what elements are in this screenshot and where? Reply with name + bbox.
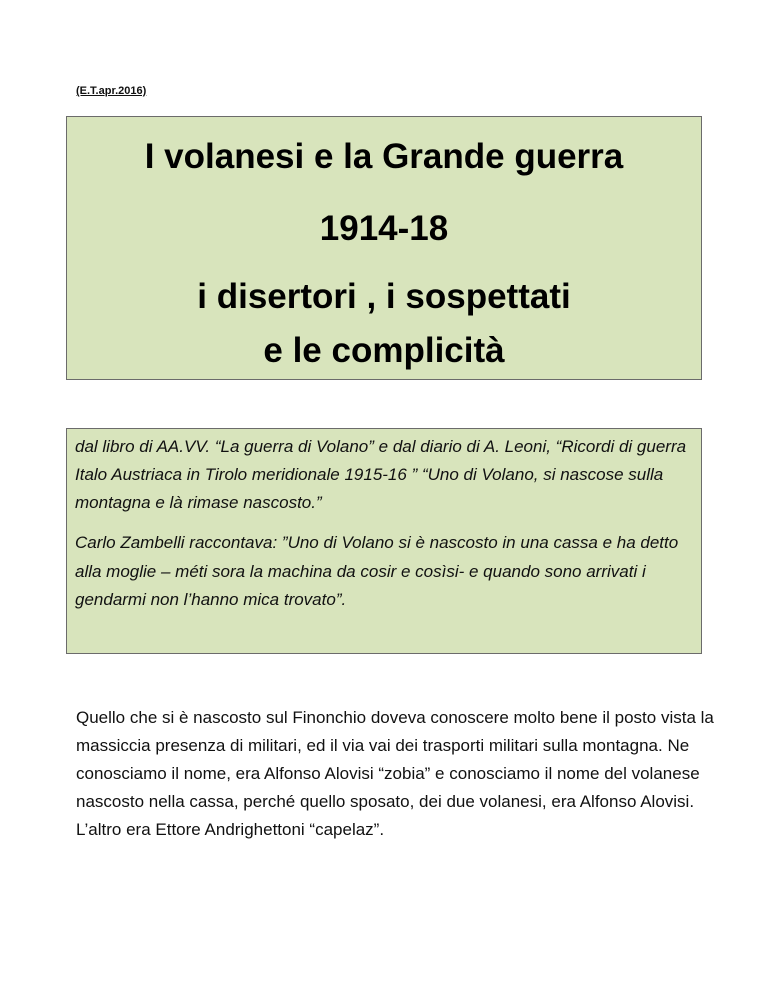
title-line-3: i disertori , i sospettati [197, 277, 571, 316]
title-box [66, 116, 702, 380]
quote-box [66, 428, 702, 654]
quote-paragraph-2: Carlo Zambelli raccontava: ”Uno di Volano si è nascosto in una cassa e ha detto alla moglie – méti sora la machina da cosir e cosìsi- e quando sono arrivati i gendarmi non l’hanno mica trovato”. [75, 533, 679, 609]
quote-paragraph-1: dal libro di AA.VV. “La guerra di Volano” e dal diario di A. Leoni, “Ricordi di guerra Italo Austriaca in Tirolo meridionale 1915-16 ” “Uno di Volano, si nascose sulla montagna e là rimase nascosto.” [75, 437, 687, 512]
title-line-1: I volanesi e la Grande guerra [144, 137, 624, 176]
title-line-4: e le complicità [263, 331, 505, 370]
body-paragraph: Quello che si è nascosto sul Finonchio doveva conoscere molto bene il posto vista la massiccia presenza di militari, ed il via vai dei trasporti militari sulla montagna. Ne conosciamo il nome, era Alfonso Alovisi “zobia” e conosciamo il nome del volanese nascosto nella cassa, perché quello sposato, dei due volanesi, era Alfonso Alovisi. L’altro era Ettore Andrighettoni “capelaz”. [76, 708, 714, 839]
document-reference: (E.T.apr.2016) [76, 85, 147, 97]
title-line-2: 1914-18 [319, 209, 449, 248]
